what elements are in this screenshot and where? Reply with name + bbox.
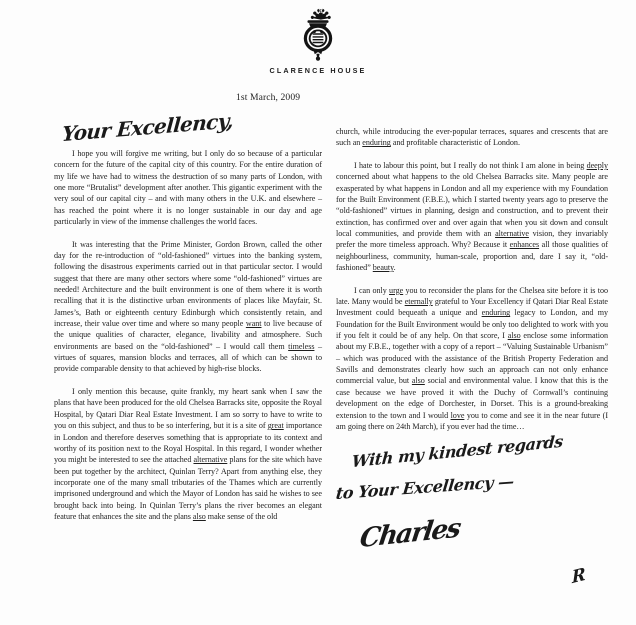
handwritten-salutation: Your Excellency, [61,108,235,147]
handwritten-signature-flourish: R [571,564,585,589]
paragraph: I hate to labour this point, but I really do not think I am alone in being deeply concerned about what happens to the old Chelsea Barracks site. Many people are exasperated by what happens in London and all my experience with my Foundation for the Built Environment (F.B.E.), which I started twenty years ago to preserve the “old-fashioned” virtues in planning, design and construction, and to prevent their extinction, has confirmed over and over again that when you sit down and consult local communities, and provide them with an alternative vision, they invariably prefer the more timeless approach. Why? Because it enhances all those qualities of neighbourliness, community, human-scale, proportion and, dare I say it, “old-fashioned” beauty. [336,160,608,273]
paragraph: I only mention this because, quite frankly, my heart sank when I saw the plans that have been produced for the old Chelsea Barracks site, opposite the Royal Hospital, by Qatari Diar Real Estate Investment. I am so sorry to have to write to you on this subject, and thus to be so interfering, but it is a site of great importance in London and therefore deserves something that is appropriate to its context and worthy of its position next to the Royal Hospital. In this regard, I wonder whether you might be interested to see the attached alternative plans for the site which have been put together by the architect, Quinlan Terry? Apart from anything else, they incorporate one of the many small tributaries of the Thames which are currently imprisoned underground and which the Mayor of London has said he wishes to see brought back into being. In Quinlan Terry’s plans the river becomes an elegant feature that enhances the site and the plans also make sense of the old [54,387,322,521]
paragraph: It was interesting that the Prime Minister, Gordon Brown, called the other day for the re-introduction of “old-fashioned” virtues into the banking system, following the disastrous experiments carried out in that particular sector. I would suggest that there are many other sectors where some “old-fashioned” virtues are needed! Architecture and the built environment is one of them where it is worth recalling that it is the distinctive urban environments of places like Mayfair, St. James’s, Bath or eighteenth century Edinburgh which consistently retain, and increase, their value over time and where so many people want to live because of the unique qualities of character, elegance, livability and atmosphere. Such environments are based on the “old-fashioned” – I would call them timeless – virtues of squares, mansion blocks and terraces, all of which can be shown to provide comparable density to that achieved by high-rise blocks. [54,239,323,374]
handwritten-signature: Charles [357,513,462,555]
paragraph: I can only urge you to reconsider the plans for the Chelsea site before it is too late. Many would be eternally grateful to Your Excellency if Qatari Diar Real Estate Investment could bequeath a unique and enduring legacy to London, and my Foundation for the Built Environment would be only too delighted to work with you if you felt it could be of any help. On that score, I also enclose some information about my F.B.E., together with a copy of a report – “Valuing Sustainable Urbanism” – which was produced with the assistance of the British Property Federation and Savills and demonstrates clearly how such an approach can not only enhance commercial value, but also social and environmental value. I know that this is the case because we have proved it with the Duchy of Cornwall’s continuing development on the edge of Dorchester, in Dorset. This is a ground-breaking extension to the town and I would love you to come and see it in the near future (I am going there on 24th March), if you ever had the time… [336,285,609,431]
left-text-column [54,148,322,534]
handwritten-signoff-line-1: With my kindest regards [351,431,564,472]
paragraph: I hope you will forgive me writing, but I only do so because of a particular concern for the future of the capital city of this country. For the entire duration of my life we have had to witness the destruction of so many parts of London, with one more “Brutalist” development after another. This gigantic experiment with the very soul of our capital city – and with many others in the U.K. and elsewhere – has reached the point where it is no longer sustainable in our day and age particularly in view of the immense challenges the world faces. [54,149,322,227]
right-text-column [336,126,608,443]
letterhead-house-name: CLARENCE HOUSE [269,66,367,75]
handwritten-signoff-line-2: to Your Excellency — [334,471,515,504]
letter-date: 1st March, 2009 [236,92,301,103]
paragraph: church, while introducing the ever-popular terraces, squares and crescents that are such an enduring and profitable characteristic of London. [336,127,608,148]
